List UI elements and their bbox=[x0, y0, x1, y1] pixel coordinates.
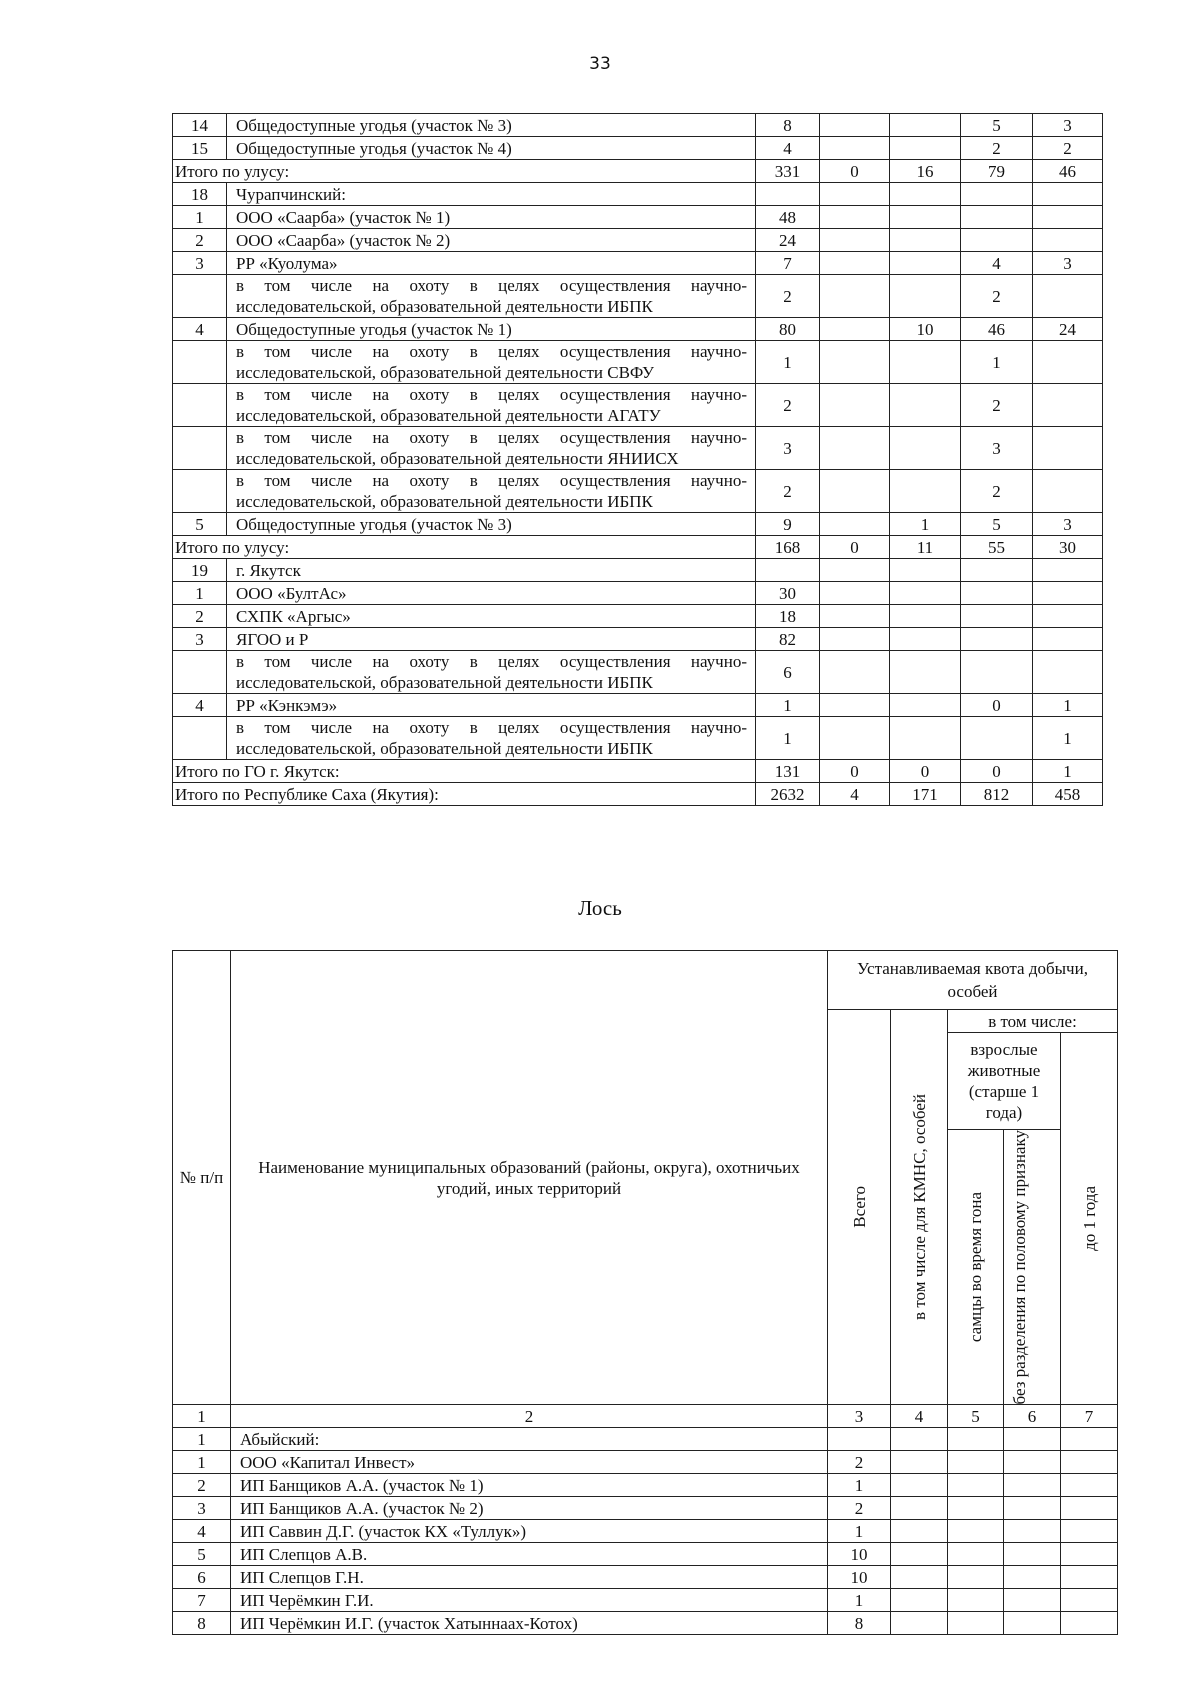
value-cell bbox=[820, 694, 890, 717]
value-cell: 11 bbox=[890, 536, 961, 559]
table-row bbox=[173, 1428, 1118, 1451]
value-cell bbox=[890, 275, 961, 318]
table-row bbox=[173, 470, 1103, 513]
value-cell bbox=[890, 183, 961, 206]
value-cell bbox=[961, 605, 1033, 628]
value-cell: 2 bbox=[961, 470, 1033, 513]
value-cell bbox=[828, 1428, 891, 1451]
page-number: 33 bbox=[589, 54, 611, 74]
row-name: в том числе на охоту в целях осуществления научно-исследовательской, образовательной деятельности ИБПК bbox=[227, 651, 756, 694]
total-label: Итого по ГО г. Якутск: bbox=[173, 760, 756, 783]
value-cell bbox=[756, 559, 820, 582]
row-name: ООО «БултАс» bbox=[227, 582, 756, 605]
row-name: ИП Слепцов Г.Н. bbox=[231, 1566, 828, 1589]
value-cell: 1 bbox=[1033, 717, 1103, 760]
value-cell bbox=[1033, 275, 1103, 318]
value-cell bbox=[820, 206, 890, 229]
row-number: 1 bbox=[173, 1451, 231, 1474]
table-row bbox=[173, 513, 1103, 536]
row-name: в том числе на охоту в целях осуществления научно-исследовательской, образовательной деятельности ИБПК bbox=[227, 275, 756, 318]
row-number bbox=[173, 341, 227, 384]
value-cell: 1 bbox=[828, 1474, 891, 1497]
value-cell: 30 bbox=[1033, 536, 1103, 559]
value-cell bbox=[961, 628, 1033, 651]
table-row bbox=[173, 717, 1103, 760]
value-cell: 16 bbox=[890, 160, 961, 183]
table-row bbox=[173, 1543, 1118, 1566]
value-cell bbox=[1061, 1451, 1118, 1474]
column-number: 6 bbox=[1004, 1405, 1061, 1428]
value-cell bbox=[820, 114, 890, 137]
value-cell bbox=[948, 1566, 1004, 1589]
value-cell: 79 bbox=[961, 160, 1033, 183]
header-num: № п/п bbox=[173, 951, 231, 1405]
value-cell bbox=[1033, 582, 1103, 605]
row-name: ИП Черёмкин И.Г. (участок Хатыннаах-Котох) bbox=[231, 1612, 828, 1635]
value-cell: 168 bbox=[756, 536, 820, 559]
value-cell bbox=[890, 628, 961, 651]
value-cell: 3 bbox=[1033, 513, 1103, 536]
table-row bbox=[173, 1520, 1118, 1543]
value-cell bbox=[1061, 1474, 1118, 1497]
row-number: 2 bbox=[173, 605, 227, 628]
column-number: 1 bbox=[173, 1405, 231, 1428]
value-cell bbox=[820, 318, 890, 341]
table-row bbox=[173, 1474, 1118, 1497]
value-cell: 1 bbox=[961, 341, 1033, 384]
table-row bbox=[173, 427, 1103, 470]
row-name: ООО «Капитал Инвест» bbox=[231, 1451, 828, 1474]
value-cell bbox=[1004, 1497, 1061, 1520]
table-row bbox=[173, 229, 1103, 252]
value-cell bbox=[1061, 1497, 1118, 1520]
row-name: ООО «Саарба» (участок № 2) bbox=[227, 229, 756, 252]
value-cell bbox=[820, 651, 890, 694]
value-cell: 46 bbox=[961, 318, 1033, 341]
value-cell bbox=[890, 582, 961, 605]
value-cell bbox=[820, 559, 890, 582]
moose-table-body bbox=[173, 1428, 1118, 1635]
column-number: 2 bbox=[231, 1405, 828, 1428]
value-cell bbox=[890, 717, 961, 760]
row-name: Общедоступные угодья (участок № 3) bbox=[227, 114, 756, 137]
value-cell bbox=[961, 559, 1033, 582]
row-name: ИП Банщиков А.А. (участок № 1) bbox=[231, 1474, 828, 1497]
value-cell bbox=[820, 605, 890, 628]
value-cell: 30 bbox=[756, 582, 820, 605]
row-name: в том числе на охоту в целях осуществления научно-исследовательской, образовательной деятельности ИБПК bbox=[227, 470, 756, 513]
value-cell: 1 bbox=[1033, 760, 1103, 783]
value-cell: 0 bbox=[820, 536, 890, 559]
moose-quota-table bbox=[172, 950, 1118, 1635]
value-cell: 3 bbox=[1033, 114, 1103, 137]
header-no-sex: без разделения по половому признаку bbox=[1004, 1130, 1061, 1405]
header-under-1: до 1 года bbox=[1061, 1033, 1118, 1405]
value-cell: 2 bbox=[756, 470, 820, 513]
table-row bbox=[173, 694, 1103, 717]
row-name: Абыйский: bbox=[231, 1428, 828, 1451]
value-cell bbox=[1033, 341, 1103, 384]
value-cell: 1 bbox=[756, 341, 820, 384]
row-name: в том числе на охоту в целях осуществления научно-исследовательской, образовательной деятельности ИБПК bbox=[227, 717, 756, 760]
row-number: 1 bbox=[173, 1428, 231, 1451]
value-cell: 2 bbox=[961, 275, 1033, 318]
row-number: 3 bbox=[173, 1497, 231, 1520]
value-cell bbox=[1004, 1474, 1061, 1497]
value-cell: 1 bbox=[756, 717, 820, 760]
value-cell bbox=[756, 183, 820, 206]
value-cell bbox=[820, 183, 890, 206]
header-quota: Устанавливаемая квота добычи, особей bbox=[828, 951, 1118, 1010]
table-row bbox=[173, 137, 1103, 160]
value-cell bbox=[1061, 1428, 1118, 1451]
value-cell: 3 bbox=[756, 427, 820, 470]
value-cell: 2 bbox=[1033, 137, 1103, 160]
value-cell: 812 bbox=[961, 783, 1033, 806]
row-number: 7 bbox=[173, 1589, 231, 1612]
table-row bbox=[173, 1589, 1118, 1612]
value-cell: 2 bbox=[828, 1451, 891, 1474]
value-cell: 2 bbox=[828, 1497, 891, 1520]
value-cell bbox=[820, 137, 890, 160]
value-cell: 0 bbox=[890, 760, 961, 783]
row-number: 4 bbox=[173, 318, 227, 341]
value-cell bbox=[961, 582, 1033, 605]
value-cell: 1 bbox=[890, 513, 961, 536]
value-cell bbox=[1033, 470, 1103, 513]
row-name: СХПК «Аргыс» bbox=[227, 605, 756, 628]
table-row bbox=[173, 651, 1103, 694]
value-cell: 2 bbox=[756, 384, 820, 427]
row-number: 6 bbox=[173, 1566, 231, 1589]
table-row bbox=[173, 1451, 1118, 1474]
value-cell bbox=[948, 1520, 1004, 1543]
value-cell bbox=[820, 582, 890, 605]
table-row bbox=[173, 1566, 1118, 1589]
value-cell: 1 bbox=[828, 1520, 891, 1543]
row-number: 15 bbox=[173, 137, 227, 160]
value-cell bbox=[948, 1497, 1004, 1520]
row-name: Общедоступные угодья (участок № 1) bbox=[227, 318, 756, 341]
value-cell bbox=[1004, 1589, 1061, 1612]
row-number: 14 bbox=[173, 114, 227, 137]
value-cell bbox=[948, 1589, 1004, 1612]
row-name: Общедоступные угодья (участок № 3) bbox=[227, 513, 756, 536]
value-cell bbox=[1033, 384, 1103, 427]
value-cell: 2632 bbox=[756, 783, 820, 806]
column-number: 7 bbox=[1061, 1405, 1118, 1428]
row-number bbox=[173, 275, 227, 318]
value-cell bbox=[1004, 1612, 1061, 1635]
value-cell: 6 bbox=[756, 651, 820, 694]
value-cell: 4 bbox=[756, 137, 820, 160]
value-cell: 55 bbox=[961, 536, 1033, 559]
value-cell bbox=[891, 1612, 948, 1635]
value-cell bbox=[820, 628, 890, 651]
value-cell bbox=[948, 1451, 1004, 1474]
value-cell bbox=[890, 651, 961, 694]
value-cell bbox=[1033, 651, 1103, 694]
value-cell: 24 bbox=[756, 229, 820, 252]
value-cell: 0 bbox=[820, 760, 890, 783]
row-name: Чурапчинский: bbox=[227, 183, 756, 206]
value-cell bbox=[820, 513, 890, 536]
value-cell: 1 bbox=[756, 694, 820, 717]
header-males: самцы во время гона bbox=[948, 1130, 1004, 1405]
row-name: РР «Кэнкэмэ» bbox=[227, 694, 756, 717]
value-cell bbox=[1004, 1451, 1061, 1474]
value-cell: 0 bbox=[961, 760, 1033, 783]
row-number: 18 bbox=[173, 183, 227, 206]
value-cell: 2 bbox=[961, 137, 1033, 160]
row-name: ИП Банщиков А.А. (участок № 2) bbox=[231, 1497, 828, 1520]
value-cell bbox=[1004, 1520, 1061, 1543]
value-cell bbox=[890, 252, 961, 275]
table-row bbox=[173, 318, 1103, 341]
row-number: 3 bbox=[173, 252, 227, 275]
value-cell: 3 bbox=[961, 427, 1033, 470]
value-cell: 131 bbox=[756, 760, 820, 783]
value-cell bbox=[891, 1566, 948, 1589]
value-cell: 46 bbox=[1033, 160, 1103, 183]
table-row bbox=[173, 384, 1103, 427]
row-name: ЯГОО и Р bbox=[227, 628, 756, 651]
row-number: 8 bbox=[173, 1612, 231, 1635]
value-cell bbox=[948, 1428, 1004, 1451]
value-cell bbox=[1004, 1428, 1061, 1451]
row-name: в том числе на охоту в целях осуществления научно-исследовательской, образовательной деятельности СВФУ bbox=[227, 341, 756, 384]
moose-table-header bbox=[173, 951, 1118, 1428]
value-cell: 458 bbox=[1033, 783, 1103, 806]
column-number: 3 bbox=[828, 1405, 891, 1428]
value-cell bbox=[890, 605, 961, 628]
row-name: Общедоступные угодья (участок № 4) bbox=[227, 137, 756, 160]
value-cell bbox=[1033, 605, 1103, 628]
row-number bbox=[173, 651, 227, 694]
row-number: 2 bbox=[173, 1474, 231, 1497]
value-cell bbox=[1004, 1543, 1061, 1566]
value-cell bbox=[961, 229, 1033, 252]
table-row bbox=[173, 605, 1103, 628]
header-including: в том числе: bbox=[948, 1010, 1118, 1033]
table-row bbox=[173, 1497, 1118, 1520]
quota-table-body bbox=[173, 114, 1103, 806]
row-number bbox=[173, 470, 227, 513]
value-cell: 171 bbox=[890, 783, 961, 806]
value-cell bbox=[961, 206, 1033, 229]
value-cell bbox=[1061, 1543, 1118, 1566]
value-cell: 8 bbox=[828, 1612, 891, 1635]
header-kmns: в том числе для КМНС, особей bbox=[891, 1010, 948, 1405]
row-name: в том числе на охоту в целях осуществления научно-исследовательской, образовательной деятельности АГАТУ bbox=[227, 384, 756, 427]
value-cell bbox=[890, 229, 961, 252]
value-cell bbox=[820, 275, 890, 318]
value-cell bbox=[890, 427, 961, 470]
value-cell bbox=[1061, 1589, 1118, 1612]
value-cell: 1 bbox=[1033, 694, 1103, 717]
section-title: Лось bbox=[578, 896, 622, 920]
value-cell bbox=[890, 114, 961, 137]
row-name: РР «Куолума» bbox=[227, 252, 756, 275]
value-cell: 5 bbox=[961, 513, 1033, 536]
value-cell bbox=[820, 384, 890, 427]
value-cell: 10 bbox=[828, 1543, 891, 1566]
value-cell: 9 bbox=[756, 513, 820, 536]
value-cell: 0 bbox=[961, 694, 1033, 717]
table-row bbox=[173, 183, 1103, 206]
value-cell bbox=[891, 1589, 948, 1612]
table-row bbox=[173, 341, 1103, 384]
row-number: 1 bbox=[173, 206, 227, 229]
row-number: 5 bbox=[173, 1543, 231, 1566]
table-row bbox=[173, 559, 1103, 582]
total-row bbox=[173, 160, 1103, 183]
value-cell bbox=[1033, 559, 1103, 582]
value-cell bbox=[1033, 427, 1103, 470]
value-cell: 80 bbox=[756, 318, 820, 341]
table-row bbox=[173, 1612, 1118, 1635]
quota-table-continued bbox=[172, 113, 1103, 806]
table-row bbox=[173, 114, 1103, 137]
value-cell bbox=[890, 470, 961, 513]
value-cell bbox=[961, 717, 1033, 760]
value-cell bbox=[890, 694, 961, 717]
value-cell: 18 bbox=[756, 605, 820, 628]
value-cell bbox=[1033, 628, 1103, 651]
value-cell bbox=[948, 1474, 1004, 1497]
value-cell bbox=[890, 137, 961, 160]
header-name: Наименование муниципальных образований (районы, округа), охотничьих угодий, иных территорий bbox=[231, 951, 828, 1405]
row-number: 5 bbox=[173, 513, 227, 536]
value-cell bbox=[891, 1451, 948, 1474]
column-number: 5 bbox=[948, 1405, 1004, 1428]
row-name: г. Якутск bbox=[227, 559, 756, 582]
value-cell bbox=[891, 1543, 948, 1566]
value-cell: 8 bbox=[756, 114, 820, 137]
value-cell bbox=[1061, 1520, 1118, 1543]
value-cell bbox=[890, 384, 961, 427]
value-cell: 1 bbox=[828, 1589, 891, 1612]
value-cell bbox=[891, 1428, 948, 1451]
value-cell bbox=[820, 229, 890, 252]
row-number bbox=[173, 717, 227, 760]
value-cell bbox=[891, 1474, 948, 1497]
value-cell: 82 bbox=[756, 628, 820, 651]
value-cell bbox=[891, 1520, 948, 1543]
total-label: Итого по Республике Саха (Якутия): bbox=[173, 783, 756, 806]
total-label: Итого по улусу: bbox=[173, 160, 756, 183]
value-cell: 3 bbox=[1033, 252, 1103, 275]
value-cell: 0 bbox=[820, 160, 890, 183]
value-cell bbox=[891, 1497, 948, 1520]
value-cell bbox=[1004, 1566, 1061, 1589]
value-cell: 48 bbox=[756, 206, 820, 229]
value-cell: 4 bbox=[820, 783, 890, 806]
header-total: Всего bbox=[828, 1010, 891, 1405]
value-cell bbox=[820, 717, 890, 760]
total-label: Итого по улусу: bbox=[173, 536, 756, 559]
value-cell bbox=[1033, 206, 1103, 229]
value-cell: 2 bbox=[756, 275, 820, 318]
value-cell bbox=[890, 559, 961, 582]
row-number: 1 bbox=[173, 582, 227, 605]
row-number: 4 bbox=[173, 1520, 231, 1543]
row-number: 2 bbox=[173, 229, 227, 252]
value-cell: 331 bbox=[756, 160, 820, 183]
value-cell: 7 bbox=[756, 252, 820, 275]
value-cell bbox=[820, 252, 890, 275]
value-cell bbox=[948, 1543, 1004, 1566]
value-cell bbox=[1033, 229, 1103, 252]
value-cell bbox=[1061, 1612, 1118, 1635]
table-row bbox=[173, 252, 1103, 275]
row-number: 4 bbox=[173, 694, 227, 717]
value-cell bbox=[961, 651, 1033, 694]
total-row bbox=[173, 760, 1103, 783]
value-cell: 24 bbox=[1033, 318, 1103, 341]
total-row bbox=[173, 783, 1103, 806]
column-number: 4 bbox=[891, 1405, 948, 1428]
value-cell: 10 bbox=[828, 1566, 891, 1589]
value-cell: 10 bbox=[890, 318, 961, 341]
row-name: в том числе на охоту в целях осуществления научно-исследовательской, образовательной деятельности ЯНИИСХ bbox=[227, 427, 756, 470]
value-cell bbox=[820, 341, 890, 384]
header-adults: взрослые животные (старше 1 года) bbox=[948, 1033, 1061, 1130]
column-numbers-row bbox=[173, 1405, 1118, 1428]
row-name: ИП Саввин Д.Г. (участок КХ «Туллук») bbox=[231, 1520, 828, 1543]
row-name: ИП Черёмкин Г.И. bbox=[231, 1589, 828, 1612]
row-name: ИП Слепцов А.В. bbox=[231, 1543, 828, 1566]
value-cell: 5 bbox=[961, 114, 1033, 137]
row-number bbox=[173, 427, 227, 470]
value-cell bbox=[1061, 1566, 1118, 1589]
row-number: 19 bbox=[173, 559, 227, 582]
table-row bbox=[173, 206, 1103, 229]
value-cell bbox=[961, 183, 1033, 206]
value-cell bbox=[890, 206, 961, 229]
value-cell: 2 bbox=[961, 384, 1033, 427]
row-number bbox=[173, 384, 227, 427]
row-number: 3 bbox=[173, 628, 227, 651]
value-cell bbox=[948, 1612, 1004, 1635]
row-name: ООО «Саарба» (участок № 1) bbox=[227, 206, 756, 229]
value-cell bbox=[820, 427, 890, 470]
value-cell bbox=[890, 341, 961, 384]
table-row bbox=[173, 275, 1103, 318]
table-row bbox=[173, 628, 1103, 651]
value-cell bbox=[820, 470, 890, 513]
value-cell bbox=[1033, 183, 1103, 206]
value-cell: 4 bbox=[961, 252, 1033, 275]
total-row bbox=[173, 536, 1103, 559]
table-row bbox=[173, 582, 1103, 605]
